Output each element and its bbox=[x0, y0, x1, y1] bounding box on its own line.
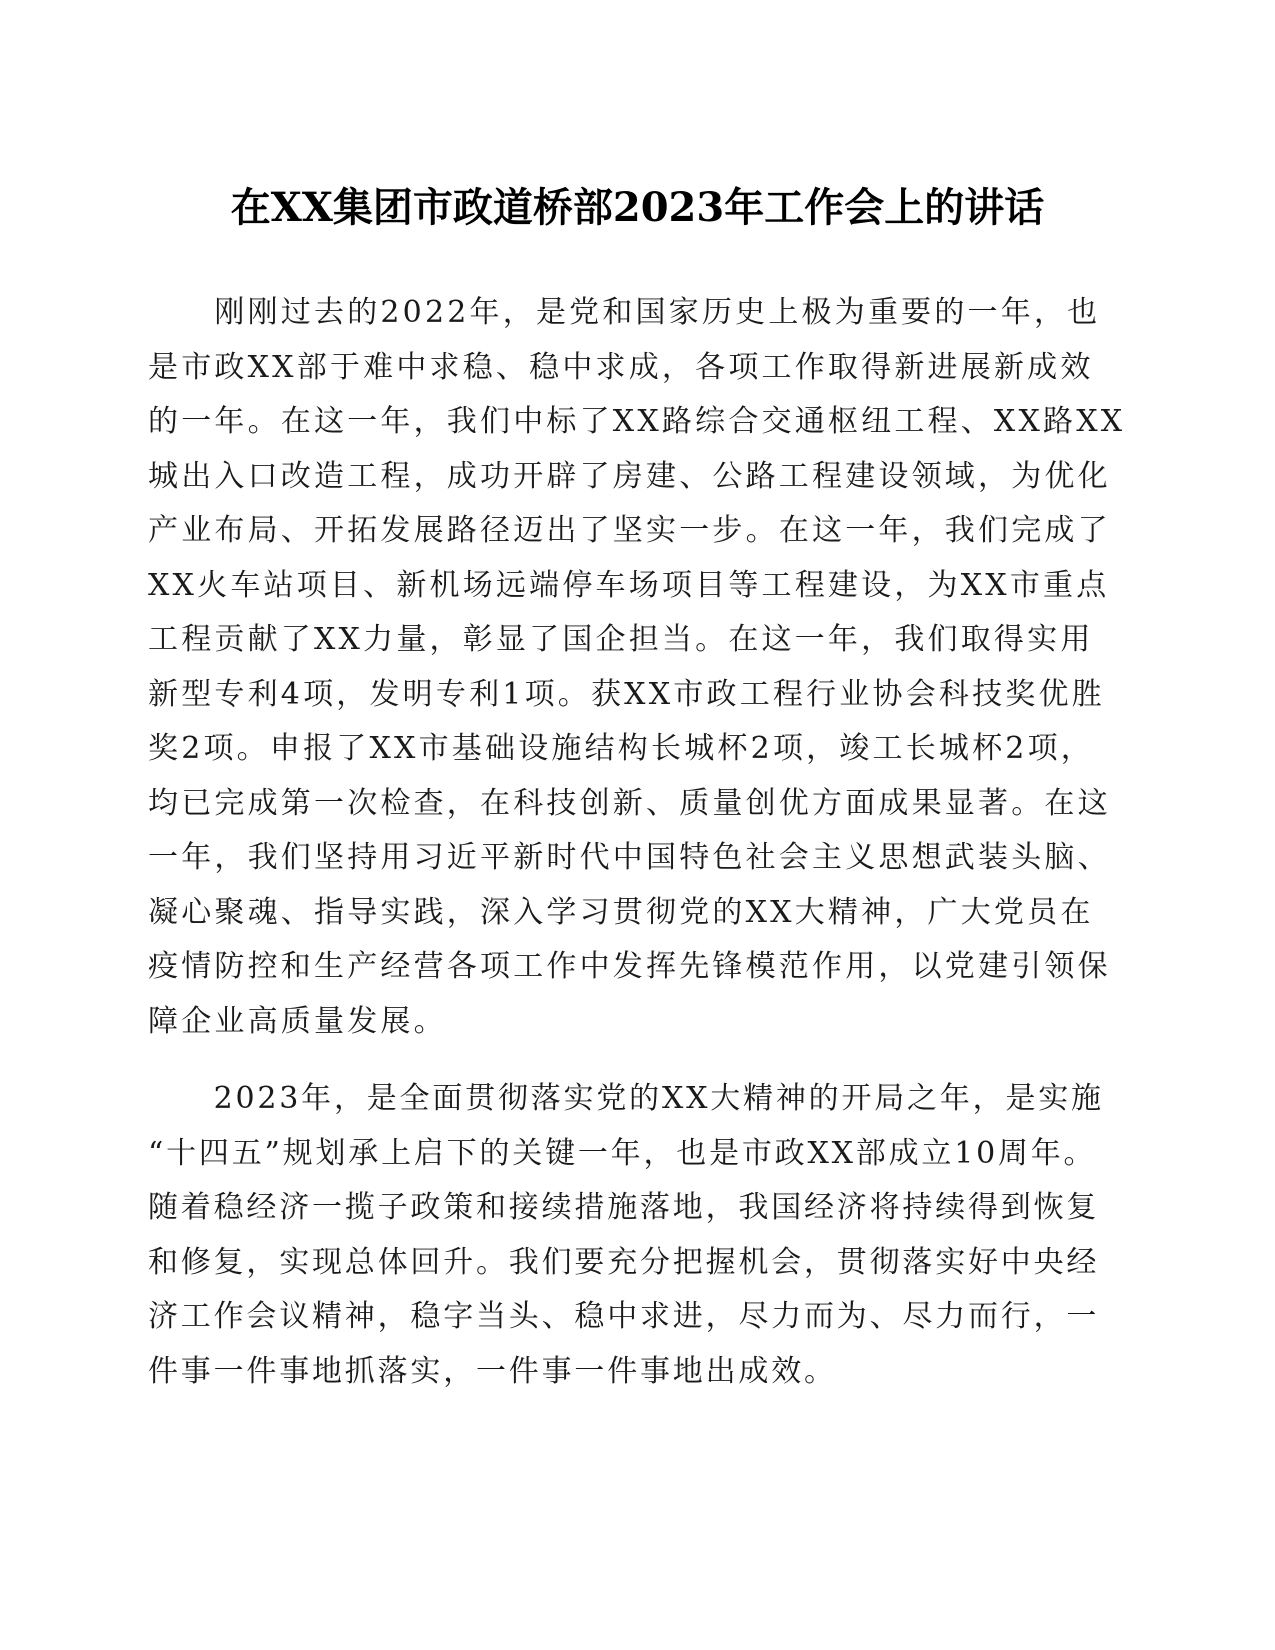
paragraph-line: 济工作会议精神，稳字当头、稳中求进，尽力而为、尽力而行，一 bbox=[148, 1299, 1100, 1334]
paragraph-line: 和修复，实现总体回升。我们要充分把握机会，贯彻落实好中央经 bbox=[148, 1244, 1100, 1280]
document-title: 在XX集团市政道桥部2023年工作会上的讲话 bbox=[230, 184, 1045, 231]
paragraph-line: 产业布局、开拓发展路径迈出了坚实一步。在这一年，我们完成了 bbox=[148, 513, 1111, 548]
paragraph-line: 件事一件事地抓落实，一件事一件事地出成效。 bbox=[148, 1353, 837, 1389]
paragraph-line: 障企业高质量发展。 bbox=[148, 1003, 447, 1039]
paragraph-line: 奖2项。申报了XX市基础设施结构长城杯2项，竣工长城杯2项， bbox=[148, 731, 1094, 766]
paragraph-2 bbox=[148, 1072, 1104, 1399]
paragraph-line: 2023年，是全面贯彻落实党的XX大精神的开局之年，是实施 bbox=[148, 1081, 1104, 1116]
paragraph-line: 均已完成第一次检查，在科技创新、质量创优方面成果显著。在这 bbox=[148, 785, 1111, 821]
paragraph-line: 工程贡献了XX力量，彰显了国企担当。在这一年，我们取得实用 bbox=[148, 622, 1094, 657]
paragraph-line: 随着稳经济一揽子政策和接续措施落地，我国经济将持续得到恢复 bbox=[148, 1190, 1100, 1225]
paragraph-line: XX火车站项目、新机场远端停车场项目等工程建设，为XX市重点 bbox=[148, 567, 1110, 603]
paragraph-line: “十四五”规划承上启下的关键一年，也是市政XX部成立10周年。 bbox=[148, 1135, 1097, 1171]
paragraph-1 bbox=[148, 286, 1126, 1049]
paragraph-line: 新型专利4项，发明专利1项。获XX市政工程行业协会科技奖优胜 bbox=[148, 676, 1105, 712]
paragraph-line: 城出入口改造工程，成功开辟了房建、公路工程建设领域，为优化 bbox=[148, 458, 1111, 494]
paragraph-line: 是市政XX部于难中求稳、稳中求成，各项工作取得新进展新成效 bbox=[148, 349, 1094, 385]
paragraph-line: 凝心聚魂、指导实践，深入学习贯彻党的XX大精神，广大党员在 bbox=[148, 894, 1094, 930]
paragraph-line: 一年，我们坚持用习近平新时代中国特色社会主义思想武装头脑、 bbox=[148, 840, 1111, 875]
paragraph-line: 刚刚过去的2022年，是党和国家历史上极为重要的一年，也 bbox=[148, 295, 1101, 330]
paragraph-line: 的一年。在这一年，我们中标了XX路综合交通枢纽工程、XX路XX bbox=[148, 404, 1126, 439]
paragraph-line: 疫情防控和生产经营各项工作中发挥先锋模范作用，以党建引领保 bbox=[148, 949, 1111, 984]
